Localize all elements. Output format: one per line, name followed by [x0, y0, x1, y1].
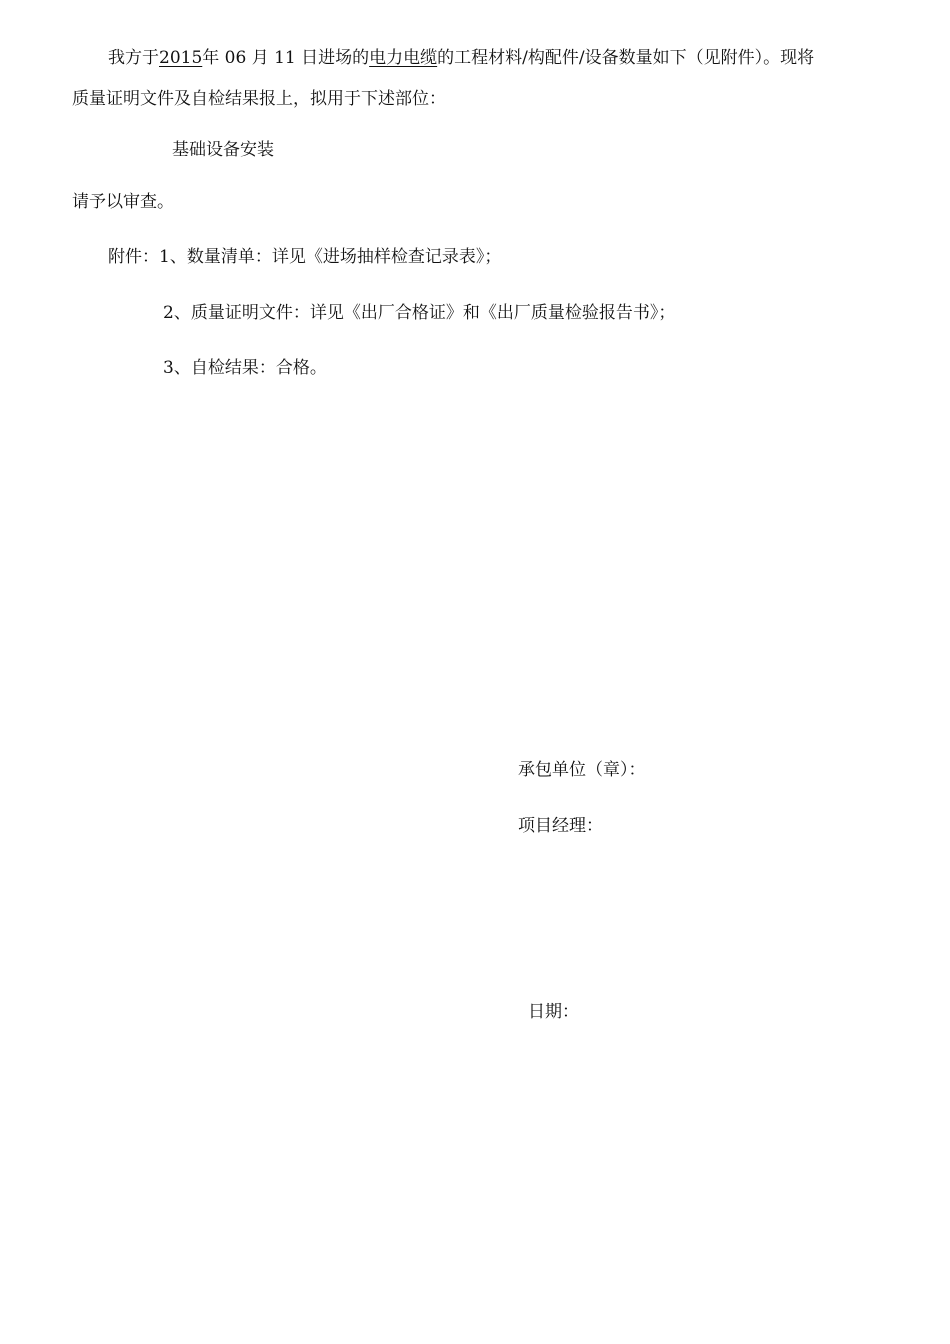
material-name: 电力电缆 — [369, 48, 438, 68]
project-manager-label: 项目经理： — [518, 816, 603, 836]
attachment-item-2: 2、质量证明文件：详见《出厂合格证》和《出厂质量检验报告书》； — [163, 303, 676, 323]
intro-suffix: 的工程材料/构配件/设备数量如下（见附件）。现将 — [437, 48, 815, 68]
review-request: 请予以审查。 — [72, 192, 174, 212]
intro-prefix: 我方于 — [108, 48, 159, 68]
attachment-item-3: 3、自检结果：合格。 — [163, 358, 327, 378]
usage-location: 基础设备安装 — [172, 140, 274, 160]
date-label: 日期： — [528, 1002, 579, 1022]
attachment-item-1: 附件：1、数量清单：详见《进场抽样检查记录表》； — [108, 247, 502, 267]
intro-paragraph-line-2: 质量证明文件及自检结果报上，拟用于下述部位： — [72, 89, 446, 109]
intro-middle: 年 06 月 11 日进场的 — [202, 48, 370, 68]
intro-paragraph-line-1 — [108, 47, 814, 69]
contractor-seal-label: 承包单位（章）： — [518, 760, 646, 780]
entry-year: 2015 — [159, 48, 203, 68]
